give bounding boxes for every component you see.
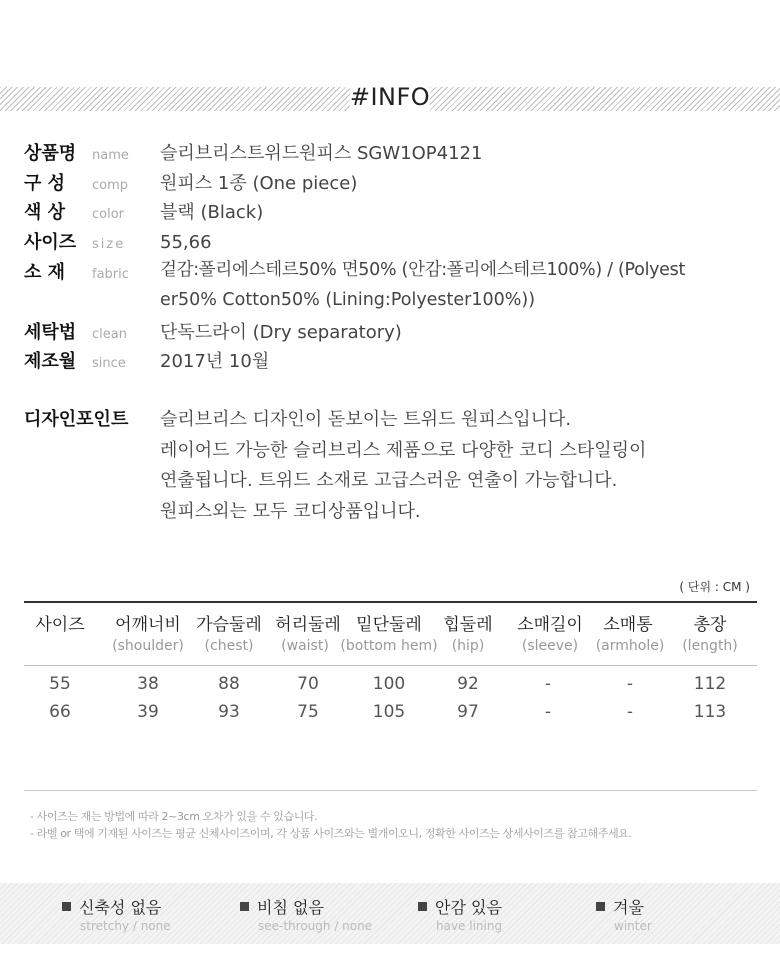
- info-row-composition: [24, 169, 357, 195]
- table-cell: 112: [693, 674, 727, 694]
- design-point-line: 연출됩니다. 트위드 소재로 고급스러운 연출이 가능합니다.: [160, 470, 618, 491]
- header-bottom-hem: 밑단둘레: [356, 615, 422, 635]
- info-value: 슬리브리스트위드원피스 SGW1OP4121: [160, 143, 483, 164]
- feature-lining: [418, 895, 502, 933]
- info-value: 블랙 (Black): [160, 202, 264, 223]
- header-sleeve: 소매길이: [517, 615, 583, 635]
- header-hip: 힙둘레: [443, 615, 493, 635]
- info-value: 단독드라이 (Dry separatory): [160, 322, 402, 343]
- table-cell: 88: [218, 674, 240, 694]
- info-label-en: color: [92, 207, 125, 222]
- unit-label: ( 단위 : CM ): [679, 580, 750, 594]
- info-label: 제조월: [24, 351, 77, 372]
- header-length: 총장: [693, 615, 727, 635]
- info-row-name: [24, 139, 482, 165]
- design-point-line: 레이어드 가능한 슬리브리스 제품으로 다양한 코디 스타일링이: [160, 439, 647, 461]
- info-header-band: [0, 83, 780, 111]
- header-size: 사이즈: [35, 615, 85, 635]
- feature-label-en: winter: [614, 919, 652, 933]
- info-label-en: name: [92, 148, 129, 163]
- info-value: 55,66: [160, 232, 212, 253]
- design-point-text: [160, 405, 646, 527]
- square-bullet-icon: [418, 902, 427, 911]
- fabric-line: er50% Cotton50% (Lining:Polyester100%)): [160, 290, 536, 310]
- feature-season: [596, 895, 652, 933]
- info-label: 세탁법: [24, 322, 77, 343]
- info-label-en: clean: [92, 327, 127, 342]
- table-cell: 75: [297, 702, 319, 722]
- info-label: 사이즈: [24, 232, 77, 253]
- table-cell: 66: [49, 702, 71, 722]
- info-row-size: [24, 228, 212, 254]
- table-cell: 97: [457, 702, 479, 722]
- table-cell: 92: [457, 674, 479, 694]
- square-bullet-icon: [596, 902, 605, 911]
- table-bottom-rule: [24, 790, 757, 791]
- header-shoulder-en: (shoulder): [112, 638, 184, 654]
- header-bottom-hem-en: (bottom hem): [340, 638, 438, 654]
- header-armhole: 소매통: [603, 615, 653, 635]
- info-row-color: [24, 198, 263, 224]
- info-label: 색 상: [24, 202, 66, 223]
- table-cell: 70: [297, 674, 319, 694]
- size-note: - 라벨 or 택에 기재된 사이즈는 평균 신체사이즈이며, 각 상품 사이즈와는 별개이오니, 정확한 사이즈는 상세사이즈를 참고해주세요.: [30, 827, 632, 840]
- header-hip-en: (hip): [451, 638, 485, 654]
- info-label-en: comp: [92, 178, 129, 193]
- feature-label-en: have lining: [436, 919, 503, 933]
- design-point-line: 슬리브리스 디자인이 돋보이는 트위드 원피스입니다.: [160, 409, 572, 430]
- feature-label-en: stretchy / none: [80, 919, 171, 933]
- info-label: 상품명: [24, 143, 77, 164]
- square-bullet-icon: [240, 902, 249, 911]
- table-cell: -: [544, 702, 552, 722]
- feature-label: 안감 있음: [435, 898, 502, 917]
- features-band: [0, 883, 780, 944]
- table-header-rule: [24, 665, 757, 666]
- table-cell: 39: [137, 702, 159, 722]
- table-cell: 55: [49, 674, 71, 694]
- feature-label: 신축성 없음: [79, 898, 162, 917]
- fabric-value: [160, 255, 760, 315]
- header-armhole-en: (armhole): [595, 638, 665, 654]
- table-cell: -: [626, 674, 634, 694]
- info-row-fabric: [24, 258, 160, 284]
- feature-seethrough: [240, 895, 372, 933]
- table-cell: 93: [218, 702, 240, 722]
- table-cell: 105: [372, 702, 406, 722]
- header-waist-en: (waist): [281, 638, 329, 654]
- info-row-made: [24, 347, 269, 373]
- info-label-en: fabric: [92, 267, 129, 282]
- square-bullet-icon: [62, 902, 71, 911]
- info-label-en: since: [92, 356, 126, 371]
- header-waist: 허리둘레: [275, 615, 341, 635]
- table-cell: 100: [372, 674, 406, 694]
- feature-label: 비침 없음: [257, 898, 324, 917]
- header-shoulder: 어깨너비: [115, 615, 181, 635]
- feature-label: 겨울: [613, 898, 644, 917]
- table-cell: -: [626, 702, 634, 722]
- fabric-line: 겉감:폴리에스테르50% 면50% (안감:폴리에스테르100%) / (Polyest: [160, 260, 686, 280]
- header-length-en: (length): [682, 638, 738, 654]
- info-row-washing: [24, 318, 402, 344]
- info-label: 소 재: [24, 262, 66, 283]
- info-label-en: size: [92, 237, 126, 252]
- header-sleeve-en: (sleeve): [521, 638, 579, 654]
- info-title: #INFO: [349, 83, 431, 111]
- design-point-line: 원피스외는 모두 코디상품입니다.: [160, 500, 421, 522]
- table-top-rule: [24, 601, 757, 603]
- header-chest-en: (chest): [204, 638, 254, 654]
- info-label: 구 성: [24, 173, 66, 194]
- table-cell: 38: [137, 674, 159, 694]
- size-note: - 사이즈는 재는 방법에 따라 2~3cm 오차가 있을 수 있습니다.: [30, 810, 318, 823]
- feature-label-en: see-through / none: [258, 919, 373, 933]
- info-value: 2017년 10월: [160, 351, 270, 372]
- table-cell: 113: [693, 702, 727, 722]
- info-value: 원피스 1종 (One piece): [160, 173, 358, 194]
- feature-stretch: [62, 895, 171, 933]
- design-point-label: 디자인포인트: [24, 409, 129, 430]
- header-chest: 가슴둘레: [196, 615, 262, 635]
- table-cell: -: [544, 674, 552, 694]
